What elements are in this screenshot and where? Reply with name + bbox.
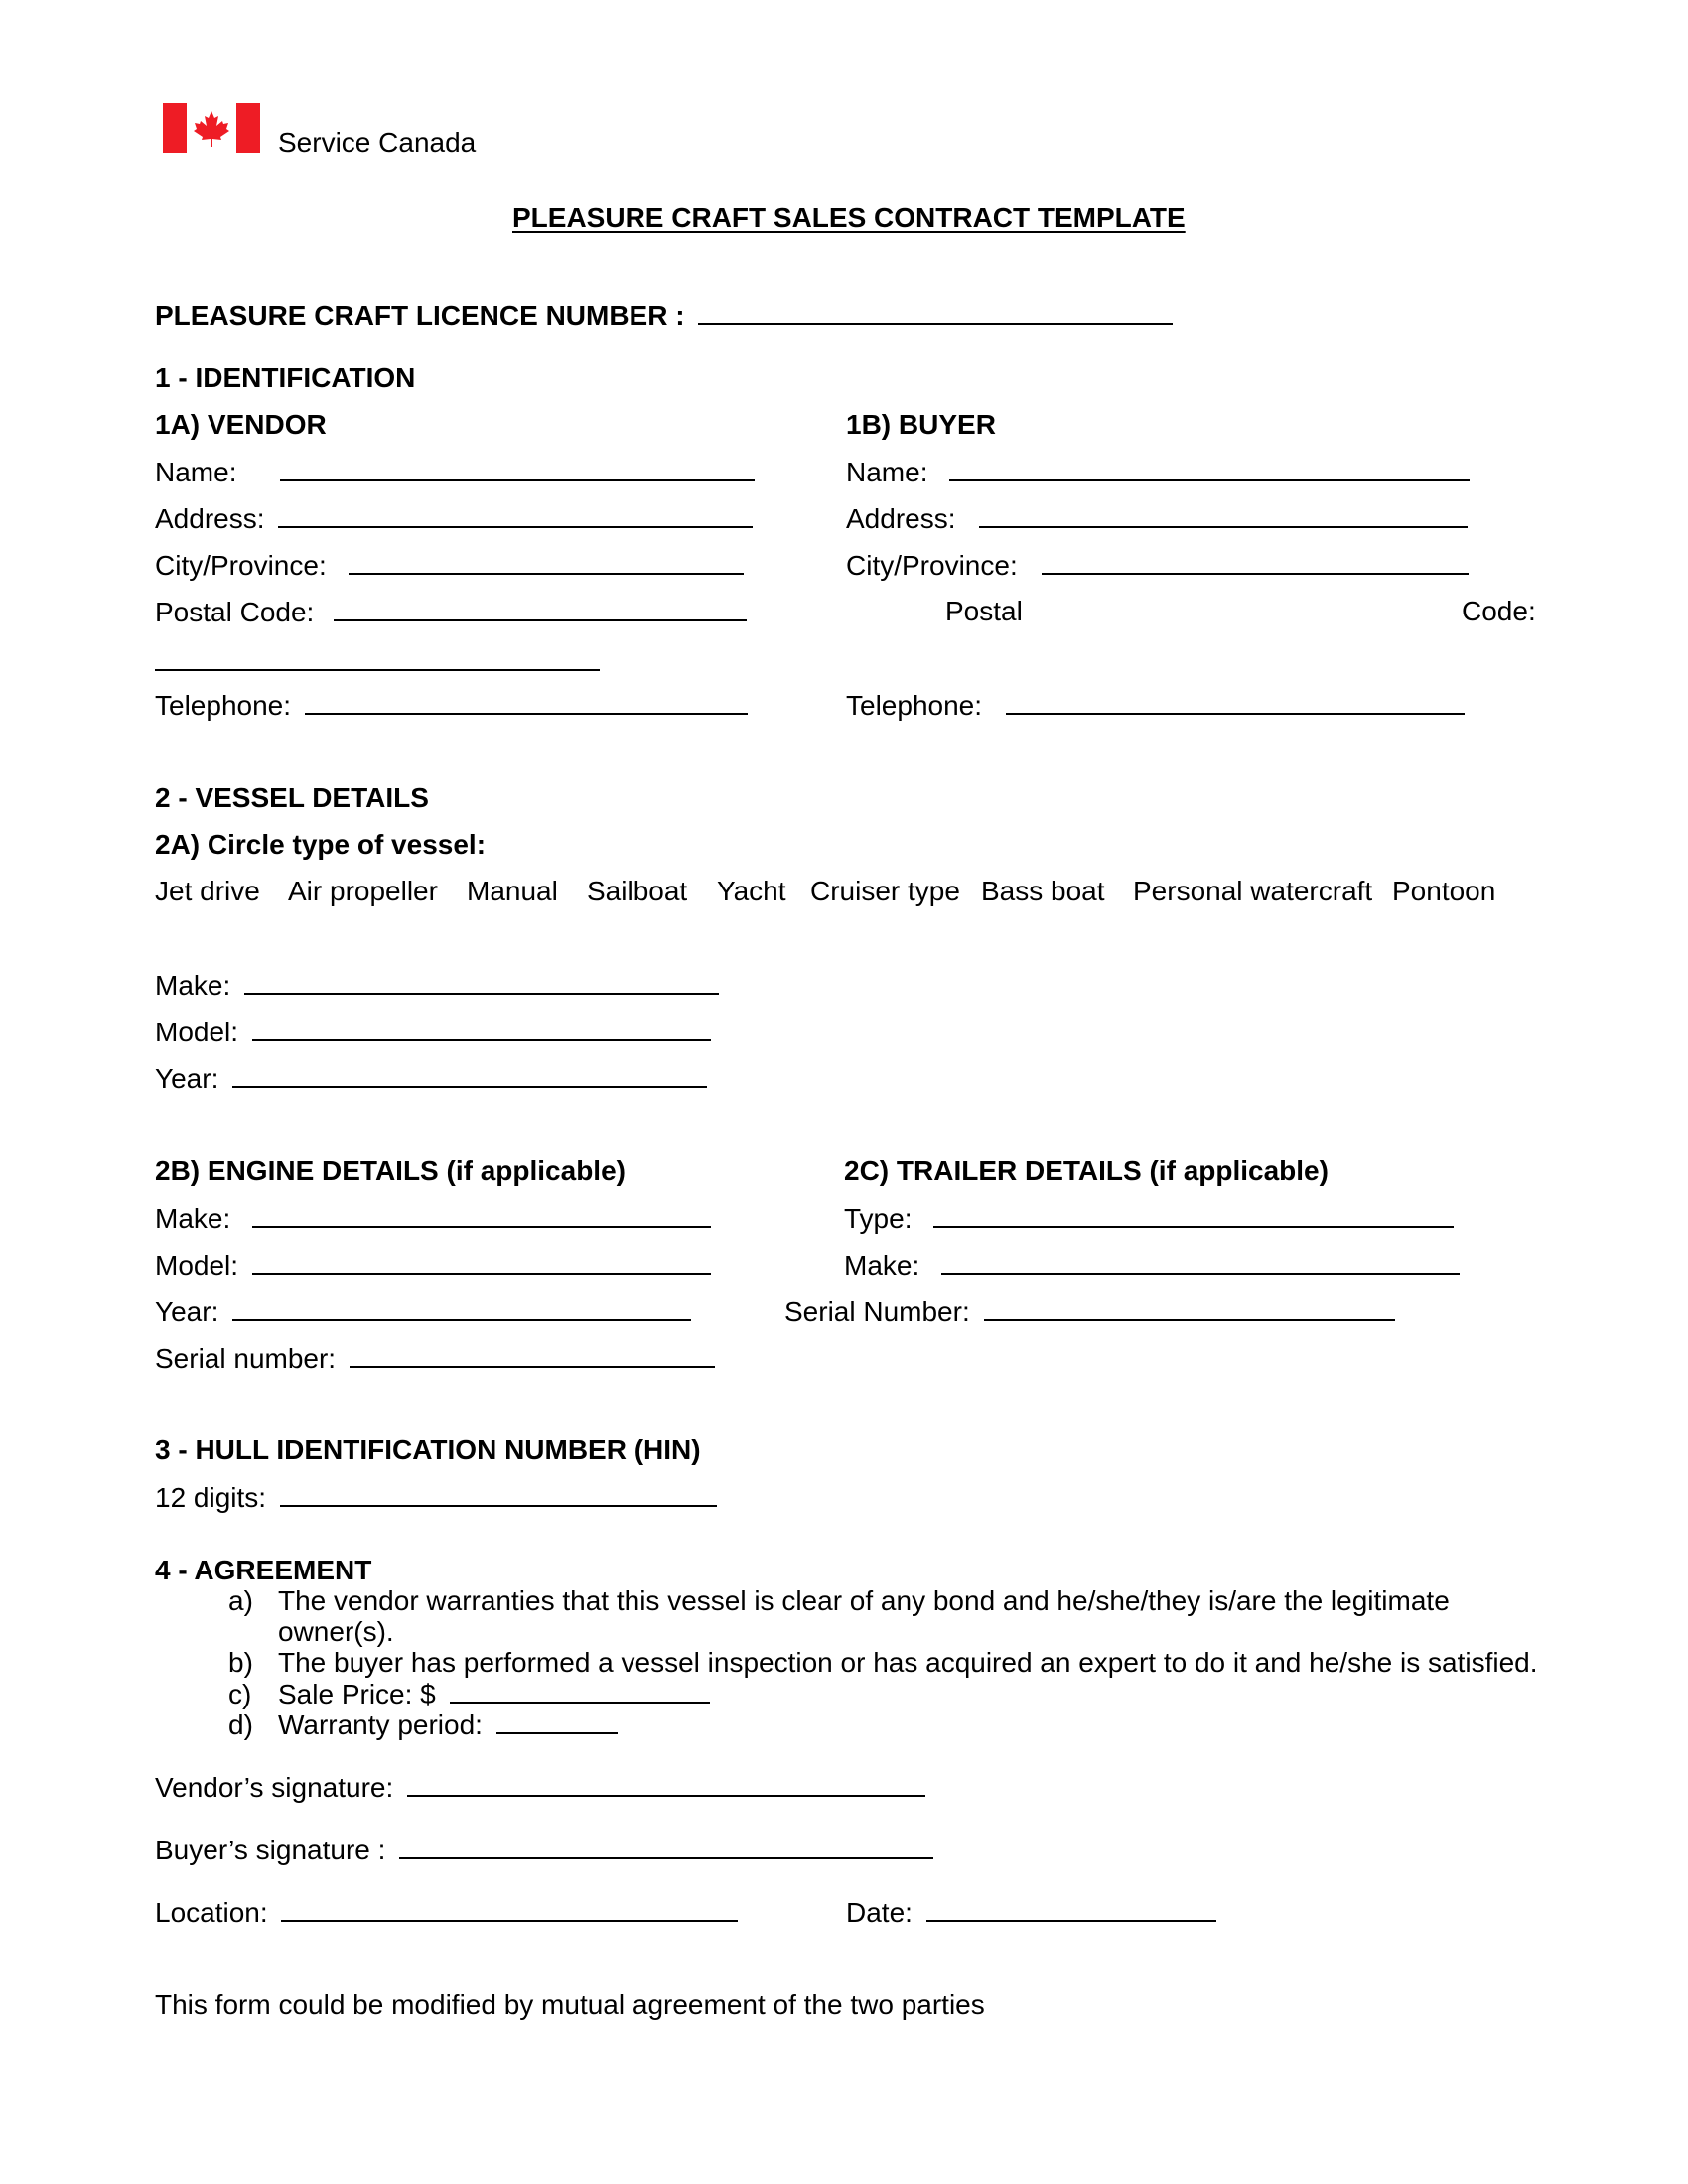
vendor-telephone-field[interactable] <box>305 689 748 715</box>
vendor-city-field[interactable] <box>349 549 744 575</box>
buyer-city-field[interactable] <box>1042 549 1469 575</box>
vendor-name-row <box>155 456 755 488</box>
engine-year-label: Year: <box>155 1297 219 1327</box>
agreement-item-d <box>228 1708 618 1741</box>
engine-make-row <box>155 1202 711 1235</box>
licence-number-field[interactable] <box>698 299 1173 325</box>
agreement-item-marker: a) <box>228 1585 253 1616</box>
trailer-serial-field[interactable] <box>984 1296 1395 1321</box>
vendor-city-label: City/Province: <box>155 550 327 581</box>
warranty-period-label: Warranty period: <box>278 1709 483 1740</box>
engine-serial-label: Serial number: <box>155 1343 337 1374</box>
date-field[interactable] <box>926 1896 1216 1922</box>
vessel-make-label: Make: <box>155 970 231 1001</box>
buyer-name-label: Name: <box>846 457 928 487</box>
vendor-address-label: Address: <box>155 503 265 534</box>
engine-make-field[interactable] <box>252 1202 711 1228</box>
buyer-telephone-row <box>846 689 1465 722</box>
buyer-city-label: City/Province: <box>846 550 1018 581</box>
engine-heading: 2B) ENGINE DETAILS (if applicable) <box>155 1156 626 1186</box>
section-vessel-heading: 2 - VESSEL DETAILS <box>155 782 429 813</box>
vessel-model-row <box>155 1016 711 1048</box>
buyer-postal-label-b: Code: <box>1462 596 1536 626</box>
vessel-year-field[interactable] <box>232 1062 707 1088</box>
buyer-name-row <box>846 456 1470 488</box>
vendor-signature-row <box>155 1771 925 1804</box>
vendor-signature-field[interactable] <box>407 1771 925 1797</box>
engine-serial-row <box>155 1342 715 1375</box>
agreement-item-marker: d) <box>228 1709 253 1740</box>
trailer-type-field[interactable] <box>933 1202 1454 1228</box>
vessel-make-row <box>155 969 719 1002</box>
date-label: Date: <box>846 1897 913 1928</box>
agreement-item-a <box>228 1585 1450 1617</box>
vessel-type-air-propeller[interactable]: Air propeller <box>288 876 438 906</box>
engine-year-row <box>155 1296 691 1328</box>
agreement-item-marker: c) <box>228 1679 252 1709</box>
vessel-type-yacht[interactable]: Yacht <box>717 876 786 906</box>
engine-serial-field[interactable] <box>350 1342 715 1368</box>
vessel-year-label: Year: <box>155 1063 219 1094</box>
vessel-type-cruiser[interactable]: Cruiser type <box>810 876 960 906</box>
footer-note: This form could be modified by mutual agreement of the two parties <box>155 1989 985 2020</box>
agreement-item-b <box>228 1647 1538 1679</box>
trailer-serial-label: Serial Number: <box>784 1297 970 1327</box>
trailer-make-row <box>844 1249 1460 1282</box>
agreement-item-text: The buyer has performed a vessel inspection or has acquired an expert to do it and he/she is satisfied. <box>278 1647 1538 1678</box>
hin-digits-row <box>155 1481 717 1514</box>
vessel-type-personal-watercraft[interactable]: Personal watercraft <box>1133 876 1373 906</box>
vendor-postal-label: Postal Code: <box>155 597 315 627</box>
date-row <box>846 1896 1216 1929</box>
vendor-signature-label: Vendor’s signature: <box>155 1772 394 1803</box>
buyer-address-label: Address: <box>846 503 956 534</box>
engine-model-label: Model: <box>155 1250 239 1281</box>
vendor-address-row <box>155 502 753 535</box>
hin-digits-field[interactable] <box>280 1481 717 1507</box>
vessel-model-label: Model: <box>155 1017 239 1047</box>
buyer-name-field[interactable] <box>949 456 1470 481</box>
engine-model-row <box>155 1249 711 1282</box>
vendor-telephone-label: Telephone: <box>155 690 292 721</box>
vendor-postal-field[interactable] <box>334 596 747 621</box>
trailer-make-field[interactable] <box>941 1249 1460 1275</box>
vessel-type-pontoon[interactable]: Pontoon <box>1392 876 1496 906</box>
section-agreement-heading: 4 - AGREEMENT <box>155 1555 372 1585</box>
location-field[interactable] <box>281 1896 738 1922</box>
vendor-name-label: Name: <box>155 457 237 487</box>
agreement-item-c <box>228 1678 710 1710</box>
vessel-model-field[interactable] <box>252 1016 711 1041</box>
buyer-telephone-field[interactable] <box>1006 689 1465 715</box>
sale-price-field[interactable] <box>450 1678 710 1704</box>
vessel-type-bass-boat[interactable]: Bass boat <box>981 876 1105 906</box>
circle-vessel-heading: 2A) Circle type of vessel: <box>155 829 487 860</box>
buyer-signature-row <box>155 1834 933 1866</box>
buyer-postal-label-a: Postal <box>945 596 1023 626</box>
vendor-address-field[interactable] <box>278 502 753 528</box>
agency-name: Service Canada <box>278 127 477 158</box>
section-hin-heading: 3 - HULL IDENTIFICATION NUMBER (HIN) <box>155 1434 701 1465</box>
buyer-signature-field[interactable] <box>399 1834 933 1859</box>
buyer-address-field[interactable] <box>979 502 1468 528</box>
licence-number-row <box>155 299 1173 332</box>
vessel-type-jet-drive[interactable]: Jet drive <box>155 876 260 906</box>
trailer-type-row <box>844 1202 1454 1235</box>
vessel-type-manual[interactable]: Manual <box>467 876 558 906</box>
vessel-type-sailboat[interactable]: Sailboat <box>587 876 688 906</box>
vendor-city-row <box>155 549 744 582</box>
canada-flag-logo <box>163 103 260 153</box>
page-title: PLEASURE CRAFT SALES CONTRACT TEMPLATE <box>512 203 1186 233</box>
warranty-period-field[interactable] <box>496 1708 618 1734</box>
vessel-year-row <box>155 1062 707 1095</box>
engine-make-label: Make: <box>155 1203 231 1234</box>
buyer-telephone-label: Telephone: <box>846 690 983 721</box>
vessel-make-field[interactable] <box>244 969 719 995</box>
canada-flag-icon <box>163 103 260 153</box>
agreement-item-a-cont: owner(s). <box>278 1616 394 1647</box>
trailer-heading: 2C) TRAILER DETAILS (if applicable) <box>844 1156 1329 1186</box>
location-label: Location: <box>155 1897 268 1928</box>
vendor-telephone-row <box>155 689 748 722</box>
engine-model-field[interactable] <box>252 1249 711 1275</box>
sale-price-label: Sale Price: $ <box>278 1679 436 1709</box>
buyer-signature-label: Buyer’s signature : <box>155 1835 386 1865</box>
engine-year-field[interactable] <box>232 1296 691 1321</box>
buyer-address-row <box>846 502 1468 535</box>
vendor-heading: 1A) VENDOR <box>155 409 327 440</box>
vendor-name-field[interactable] <box>280 456 755 481</box>
buyer-heading: 1B) BUYER <box>846 409 996 440</box>
agreement-item-text: The vendor warranties that this vessel is clear of any bond and he/she/they is/are the legitimate <box>278 1585 1450 1616</box>
vendor-postal-row <box>155 596 747 628</box>
hin-digits-label: 12 digits: <box>155 1482 267 1513</box>
trailer-make-label: Make: <box>844 1250 920 1281</box>
buyer-city-row <box>846 549 1469 582</box>
trailer-serial-row <box>784 1296 1395 1328</box>
agreement-item-marker: b) <box>228 1647 253 1678</box>
section-identification-heading: 1 - IDENTIFICATION <box>155 362 416 393</box>
location-row <box>155 1896 738 1929</box>
postal-code-overflow-line[interactable] <box>155 669 600 671</box>
licence-number-label: PLEASURE CRAFT LICENCE NUMBER : <box>155 300 685 331</box>
trailer-type-label: Type: <box>844 1203 913 1234</box>
